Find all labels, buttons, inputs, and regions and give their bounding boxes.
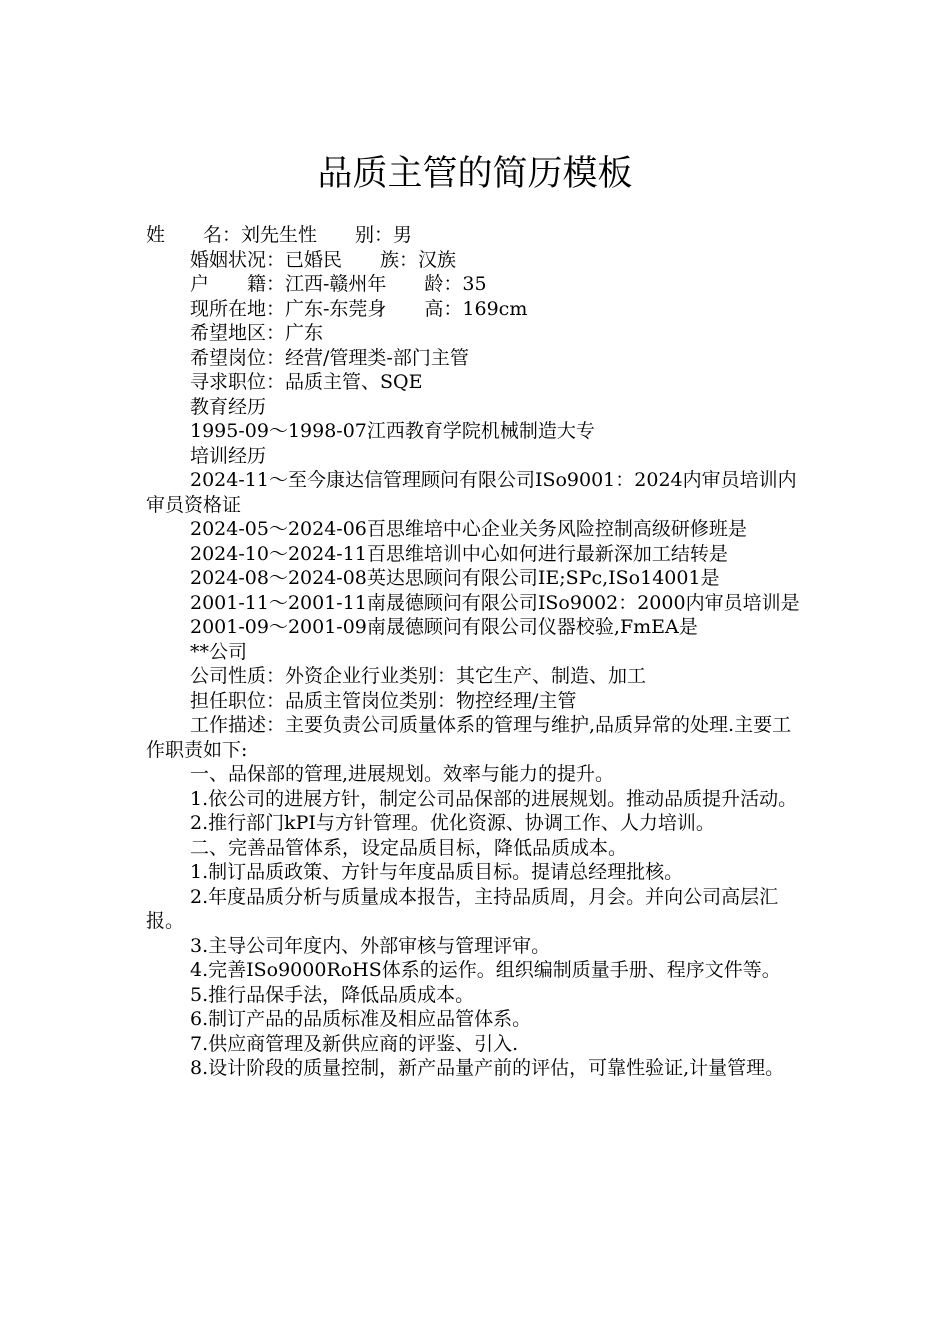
paragraph: 2024-08～2024-08英达思顾问有限公司IE;SPc,ISo14001是 (190, 567, 720, 589)
paragraph: 3.主导公司年度内、外部审核与管理评审。 (190, 934, 551, 957)
paragraph: 7.供应商管理及新供应商的评鉴、引入. (190, 1032, 519, 1055)
section-heading: 培训经历 (190, 444, 267, 467)
paragraph: 2024-11～至今康达信管理顾问有限公司ISo9001：2024内审员培训内审员资格证 (146, 469, 797, 516)
paragraph: 婚姻状况：已婚民 族：汉族 (190, 248, 457, 271)
paragraph: 户 籍：江西-赣州年 龄：35 (190, 273, 487, 295)
paragraph: 1995-09～1998-07江西教育学院机械制造大专 (190, 420, 595, 442)
document-title: 品质主管的简历模板 (317, 154, 633, 195)
paragraph: 2.推行部门kPI与方针管理。优化资源、协调工作、人力培训。 (190, 812, 715, 834)
paragraph: 现所在地：广东-东莞身 高：169cm (190, 297, 528, 320)
paragraph: 寻求职位：品质主管、SQE (190, 371, 423, 393)
paragraph: 2001-09～2001-09南晟德顾问有限公司仪器校验,FmEA是 (190, 616, 698, 638)
paragraph: 1.依公司的进展方针，制定公司品保部的进展规划。推动品质提升活动。 (190, 787, 798, 810)
paragraph: 二、完善品管体系，设定品质目标，降低品质成本。 (190, 836, 628, 859)
paragraph: 希望岗位：经营/管理类-部门主管 (190, 346, 469, 369)
paragraph: 2024-05～2024-06百思维培中心企业关务风险控制高级研修班是 (190, 518, 747, 540)
paragraph: 4.完善ISo9000RoHS体系的运作。组织编制质量手册、程序文件等。 (190, 959, 781, 981)
paragraph: 5.推行品保手法，降低品质成本。 (190, 983, 475, 1006)
paragraph: 姓 名：刘先生性 别：男 (146, 224, 413, 246)
paragraph: 一、品保部的管理,进展规划。效率与能力的提升。 (190, 763, 615, 785)
paragraph: 担任职位：品质主管岗位类别：物控经理/主管 (190, 689, 577, 712)
paragraph: 6.制订产品的品质标准及相应品管体系。 (190, 1008, 532, 1030)
paragraph: 希望地区：广东 (190, 322, 324, 344)
paragraph: 2024-10～2024-11百思维培训中心如何进行最新深加工结转是 (190, 542, 728, 565)
paragraph: 2001-11～2001-11南晟德顾问有限公司ISo9002：2000内审员培训是 (190, 591, 800, 614)
section-heading: 教育经历 (190, 395, 267, 418)
paragraph: 8.设计阶段的质量控制，新产品量产前的评估，可靠性验证,计量管理。 (190, 1057, 785, 1079)
paragraph: 1.制订品质政策、方针与年度品质目标。提请总经理批核。 (190, 861, 684, 883)
document-body (146, 223, 808, 1081)
paragraph: 公司性质：外资企业行业类别：其它生产、制造、加工 (190, 665, 647, 687)
section-heading: **公司 (190, 640, 248, 663)
paragraph: 工作描述：主要负责公司质量体系的管理与维护,品质异常的处理.主要工作职责如下: (146, 714, 792, 761)
paragraph: 2.年度品质分析与质量成本报告，主持品质周，月会。并向公司高层汇报。 (146, 885, 779, 932)
